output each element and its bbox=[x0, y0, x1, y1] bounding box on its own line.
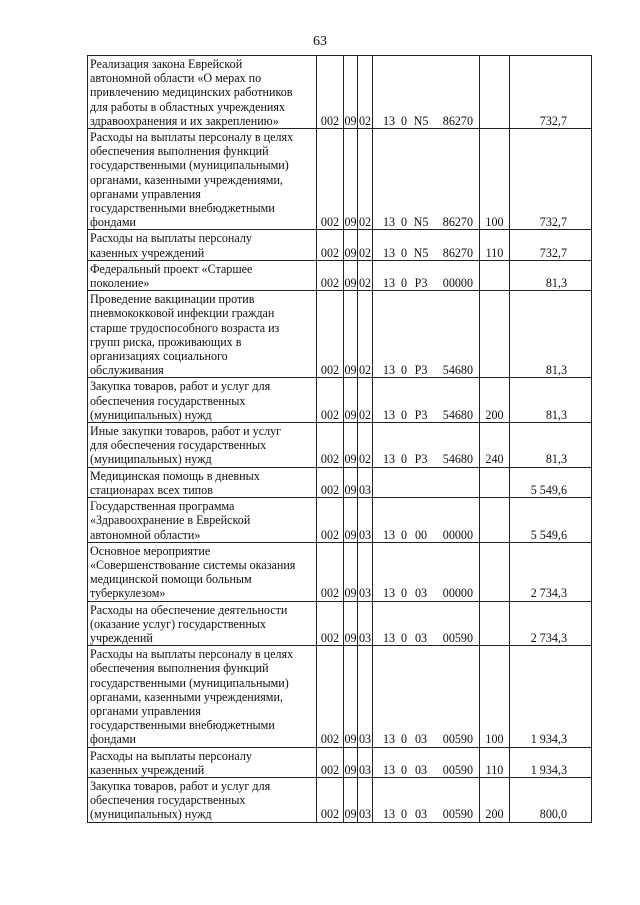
expense-name-line: органами, казенными учреждениями, bbox=[90, 689, 283, 704]
target-article-code bbox=[373, 498, 480, 543]
target-article-code bbox=[373, 260, 480, 290]
subprogram-code: 0 bbox=[400, 527, 408, 542]
amount: 2 734,3 bbox=[510, 542, 592, 601]
budget-table bbox=[87, 55, 592, 823]
main-event-code: N5 bbox=[413, 113, 429, 128]
expense-name-line: Расходы на выплаты персоналу bbox=[90, 231, 252, 246]
subsection-code: 03 bbox=[358, 498, 373, 543]
subprogram-code: 0 bbox=[400, 407, 408, 422]
amount: 81,3 bbox=[510, 423, 592, 468]
section-code: 09 bbox=[344, 291, 358, 378]
program-code: 13 bbox=[382, 245, 396, 260]
expense-type-code: 100 bbox=[480, 129, 510, 230]
amount: 81,3 bbox=[510, 291, 592, 378]
expense-name-line: Проведение вакцинации против bbox=[90, 292, 255, 307]
expense-name-line: обеспечения выполнения функций bbox=[90, 144, 269, 159]
table-row bbox=[88, 260, 592, 290]
grbs-code: 002 bbox=[317, 542, 344, 601]
amount: 732,7 bbox=[510, 56, 592, 129]
expense-name-line: автономной области «О мерах по bbox=[90, 71, 262, 86]
direction-code: 00000 bbox=[442, 586, 473, 601]
subsection-code: 02 bbox=[358, 378, 373, 423]
subsection-code: 02 bbox=[358, 129, 373, 230]
main-event-code: 03 bbox=[414, 630, 428, 645]
table-row bbox=[88, 601, 592, 646]
program-code: 13 bbox=[382, 732, 396, 747]
expense-type-code bbox=[480, 498, 510, 543]
subprogram-code: 0 bbox=[400, 363, 408, 378]
section-code: 09 bbox=[344, 378, 358, 423]
expense-name bbox=[88, 378, 317, 423]
program-code: 13 bbox=[382, 452, 396, 467]
program-code: 13 bbox=[382, 276, 396, 291]
expense-type-code bbox=[480, 601, 510, 646]
expense-name-line: Медицинская помощь в дневных bbox=[90, 468, 260, 483]
expense-name-line: Расходы на выплаты персоналу bbox=[90, 748, 252, 763]
subsection-code: 03 bbox=[358, 601, 373, 646]
direction-code: 54680 bbox=[442, 407, 473, 422]
expense-name-line: Закупка товаров, работ и услуг для bbox=[90, 379, 271, 394]
grbs-code: 002 bbox=[317, 378, 344, 423]
amount: 1 934,3 bbox=[510, 747, 592, 777]
section-code: 09 bbox=[344, 260, 358, 290]
expense-name bbox=[88, 230, 317, 260]
program-code: 13 bbox=[382, 630, 396, 645]
direction-code: 86270 bbox=[442, 113, 473, 128]
main-event-code: P3 bbox=[414, 276, 428, 291]
expense-name-line: «Здравоохранение в Еврейской bbox=[90, 513, 251, 528]
direction-code: 00000 bbox=[442, 527, 473, 542]
expense-name-line: Реализация закона Еврейской bbox=[90, 57, 243, 71]
table-row bbox=[88, 291, 592, 378]
expense-name-line: фондами bbox=[90, 215, 137, 230]
program-code: 13 bbox=[382, 586, 396, 601]
expense-name-line: государственными (муниципальными) bbox=[90, 675, 289, 690]
expense-name-line: старше трудоспособного возраста из bbox=[90, 320, 280, 335]
table-row bbox=[88, 542, 592, 601]
expense-type-code: 240 bbox=[480, 423, 510, 468]
section-code: 09 bbox=[344, 498, 358, 543]
grbs-code: 002 bbox=[317, 291, 344, 378]
subsection-code: 02 bbox=[358, 230, 373, 260]
table-row bbox=[88, 467, 592, 497]
expense-name bbox=[88, 129, 317, 230]
subsection-code: 02 bbox=[358, 56, 373, 129]
target-article-code bbox=[373, 646, 480, 747]
expense-name-line: групп риска, проживающих в bbox=[90, 334, 242, 349]
expense-name-line: Расходы на выплаты персоналу в целях bbox=[90, 647, 294, 662]
expense-name-line: организациях социального bbox=[90, 349, 228, 364]
program-code: 13 bbox=[382, 113, 396, 128]
subsection-code: 03 bbox=[358, 467, 373, 497]
section-code: 09 bbox=[344, 646, 358, 747]
target-article-code bbox=[373, 467, 480, 497]
expense-name-line: органами управления bbox=[90, 703, 201, 718]
subsection-code: 02 bbox=[358, 260, 373, 290]
table-row bbox=[88, 129, 592, 230]
program-code: 13 bbox=[382, 527, 396, 542]
section-code: 09 bbox=[344, 56, 358, 129]
page-number: 63 bbox=[313, 34, 327, 49]
expense-name-line: государственными внебюджетными bbox=[90, 201, 275, 216]
grbs-code: 002 bbox=[317, 498, 344, 543]
subsection-code: 03 bbox=[358, 542, 373, 601]
direction-code: 00000 bbox=[442, 276, 473, 291]
subprogram-code: 0 bbox=[400, 113, 408, 128]
main-event-code: 00 bbox=[414, 527, 428, 542]
expense-type-code bbox=[480, 56, 510, 129]
program-code: 13 bbox=[382, 363, 396, 378]
main-event-code: N5 bbox=[413, 215, 429, 230]
expense-type-code bbox=[480, 260, 510, 290]
main-event-code: P3 bbox=[414, 452, 428, 467]
expense-name-line: здравоохранения и их закреплению» bbox=[90, 113, 279, 128]
subprogram-code: 0 bbox=[400, 215, 408, 230]
amount: 732,7 bbox=[510, 129, 592, 230]
direction-code: 54680 bbox=[442, 452, 473, 467]
expense-name-line: Государственная программа bbox=[90, 499, 235, 514]
expense-name-line: привлечению медицинских работников bbox=[90, 85, 293, 100]
expense-name bbox=[88, 467, 317, 497]
direction-code: 86270 bbox=[442, 245, 473, 260]
main-event-code: 03 bbox=[414, 732, 428, 747]
subprogram-code: 0 bbox=[400, 586, 408, 601]
target-article-code bbox=[373, 601, 480, 646]
table-row bbox=[88, 56, 592, 129]
expense-type-code bbox=[480, 542, 510, 601]
target-article-code bbox=[373, 230, 480, 260]
grbs-code: 002 bbox=[317, 230, 344, 260]
amount: 2 734,3 bbox=[510, 601, 592, 646]
target-article-code bbox=[373, 777, 480, 822]
direction-code: 86270 bbox=[442, 215, 473, 230]
main-event-code: 03 bbox=[414, 586, 428, 601]
expense-name-line: обеспечения государственных bbox=[90, 793, 246, 808]
expense-name-line: органами управления bbox=[90, 186, 201, 201]
expense-name-line: медицинской помощи больным bbox=[90, 572, 252, 587]
expense-name-line: государственными внебюджетными bbox=[90, 718, 275, 733]
program-code: 13 bbox=[382, 215, 396, 230]
expense-name-line: «Совершенствование системы оказания bbox=[90, 557, 296, 572]
expense-name-line: пневмококковой инфекции граждан bbox=[90, 306, 275, 321]
subprogram-code: 0 bbox=[400, 245, 408, 260]
subsection-code: 03 bbox=[358, 646, 373, 747]
amount: 800,0 bbox=[510, 777, 592, 822]
expense-name-line: для работы в областных учреждениях bbox=[90, 99, 285, 114]
target-article-code bbox=[373, 542, 480, 601]
expense-name-line: Расходы на обеспечение деятельности bbox=[90, 602, 288, 617]
program-code: 13 bbox=[382, 407, 396, 422]
subsection-code: 03 bbox=[358, 777, 373, 822]
target-article-code bbox=[373, 129, 480, 230]
expense-name-line: (оказание услуг) государственных bbox=[90, 616, 266, 631]
expense-name-line: (муниципальных) нужд bbox=[90, 807, 212, 822]
expense-name bbox=[88, 423, 317, 468]
subsection-code: 02 bbox=[358, 423, 373, 468]
subprogram-code: 0 bbox=[400, 276, 408, 291]
table-row bbox=[88, 646, 592, 747]
grbs-code: 002 bbox=[317, 777, 344, 822]
grbs-code: 002 bbox=[317, 260, 344, 290]
expense-name-line: туберкулезом» bbox=[90, 586, 166, 601]
expense-name bbox=[88, 747, 317, 777]
table-row bbox=[88, 378, 592, 423]
section-code: 09 bbox=[344, 542, 358, 601]
expense-name-line: обеспечения выполнения функций bbox=[90, 661, 269, 676]
table-row bbox=[88, 230, 592, 260]
expense-type-code: 100 bbox=[480, 646, 510, 747]
expense-name-line: Закупка товаров, работ и услуг для bbox=[90, 778, 271, 793]
expense-name bbox=[88, 777, 317, 822]
expense-name-line: обслуживания bbox=[90, 363, 164, 378]
subprogram-code: 0 bbox=[400, 630, 408, 645]
section-code: 09 bbox=[344, 777, 358, 822]
expense-name-line: обеспечения государственных bbox=[90, 393, 246, 408]
direction-code: 00590 bbox=[442, 732, 473, 747]
target-article-code bbox=[373, 56, 480, 129]
grbs-code: 002 bbox=[317, 646, 344, 747]
direction-code: 54680 bbox=[442, 363, 473, 378]
main-event-code: 03 bbox=[414, 807, 428, 822]
expense-name-line: государственными (муниципальными) bbox=[90, 158, 289, 173]
expense-name-line: Федеральный проект «Старшее bbox=[90, 261, 253, 276]
expense-name-line: Основное мероприятие bbox=[90, 543, 211, 558]
expense-name bbox=[88, 260, 317, 290]
expense-type-code: 110 bbox=[480, 747, 510, 777]
target-article-code bbox=[373, 291, 480, 378]
amount: 5 549,6 bbox=[510, 467, 592, 497]
table-row bbox=[88, 777, 592, 822]
section-code: 09 bbox=[344, 601, 358, 646]
expense-name-line: поколение» bbox=[90, 276, 150, 291]
grbs-code: 002 bbox=[317, 747, 344, 777]
expense-name-line: Расходы на выплаты персоналу в целях bbox=[90, 130, 294, 145]
section-code: 09 bbox=[344, 230, 358, 260]
budget-table-body bbox=[88, 56, 592, 823]
subprogram-code: 0 bbox=[400, 452, 408, 467]
expense-name-line: учреждений bbox=[90, 630, 153, 645]
amount: 732,7 bbox=[510, 230, 592, 260]
grbs-code: 002 bbox=[317, 467, 344, 497]
subprogram-code: 0 bbox=[400, 762, 408, 777]
expense-type-code bbox=[480, 467, 510, 497]
expense-name-line: автономной области» bbox=[90, 527, 201, 542]
section-code: 09 bbox=[344, 747, 358, 777]
expense-name bbox=[88, 498, 317, 543]
direction-code: 00590 bbox=[442, 807, 473, 822]
expense-name-line: для обеспечения государственных bbox=[90, 438, 267, 453]
main-event-code: 03 bbox=[414, 762, 428, 777]
expense-name-line: (муниципальных) нужд bbox=[90, 452, 212, 467]
expense-name-line: (муниципальных) нужд bbox=[90, 407, 212, 422]
expense-name-line: стационарах всех типов bbox=[90, 482, 213, 497]
program-code: 13 bbox=[382, 807, 396, 822]
expense-name-line: фондами bbox=[90, 732, 137, 747]
grbs-code: 002 bbox=[317, 423, 344, 468]
subsection-code: 03 bbox=[358, 747, 373, 777]
table-row bbox=[88, 423, 592, 468]
expense-name bbox=[88, 291, 317, 378]
expense-name bbox=[88, 601, 317, 646]
expense-name bbox=[88, 56, 317, 129]
amount: 81,3 bbox=[510, 260, 592, 290]
target-article-code bbox=[373, 423, 480, 468]
subprogram-code: 0 bbox=[400, 807, 408, 822]
expense-name-line: Иные закупки товаров, работ и услуг bbox=[90, 424, 282, 439]
main-event-code: N5 bbox=[413, 245, 429, 260]
subsection-code: 02 bbox=[358, 291, 373, 378]
section-code: 09 bbox=[344, 423, 358, 468]
direction-code: 00590 bbox=[442, 630, 473, 645]
expense-name bbox=[88, 542, 317, 601]
amount: 5 549,6 bbox=[510, 498, 592, 543]
section-code: 09 bbox=[344, 467, 358, 497]
expense-name-line: казенных учреждений bbox=[90, 762, 205, 777]
table-row bbox=[88, 747, 592, 777]
expense-type-code bbox=[480, 291, 510, 378]
grbs-code: 002 bbox=[317, 601, 344, 646]
grbs-code: 002 bbox=[317, 56, 344, 129]
target-article-code bbox=[373, 747, 480, 777]
expense-type-code: 200 bbox=[480, 777, 510, 822]
expense-name-line: казенных учреждений bbox=[90, 245, 205, 260]
target-article-code bbox=[373, 378, 480, 423]
main-event-code: P3 bbox=[414, 363, 428, 378]
expense-type-code: 200 bbox=[480, 378, 510, 423]
expense-type-code: 110 bbox=[480, 230, 510, 260]
expense-name bbox=[88, 646, 317, 747]
amount: 1 934,3 bbox=[510, 646, 592, 747]
amount: 81,3 bbox=[510, 378, 592, 423]
subprogram-code: 0 bbox=[400, 732, 408, 747]
grbs-code: 002 bbox=[317, 129, 344, 230]
section-code: 09 bbox=[344, 129, 358, 230]
main-event-code: P3 bbox=[414, 407, 428, 422]
program-code: 13 bbox=[382, 762, 396, 777]
table-row bbox=[88, 498, 592, 543]
direction-code: 00590 bbox=[442, 762, 473, 777]
expense-name-line: органами, казенными учреждениями, bbox=[90, 172, 283, 187]
